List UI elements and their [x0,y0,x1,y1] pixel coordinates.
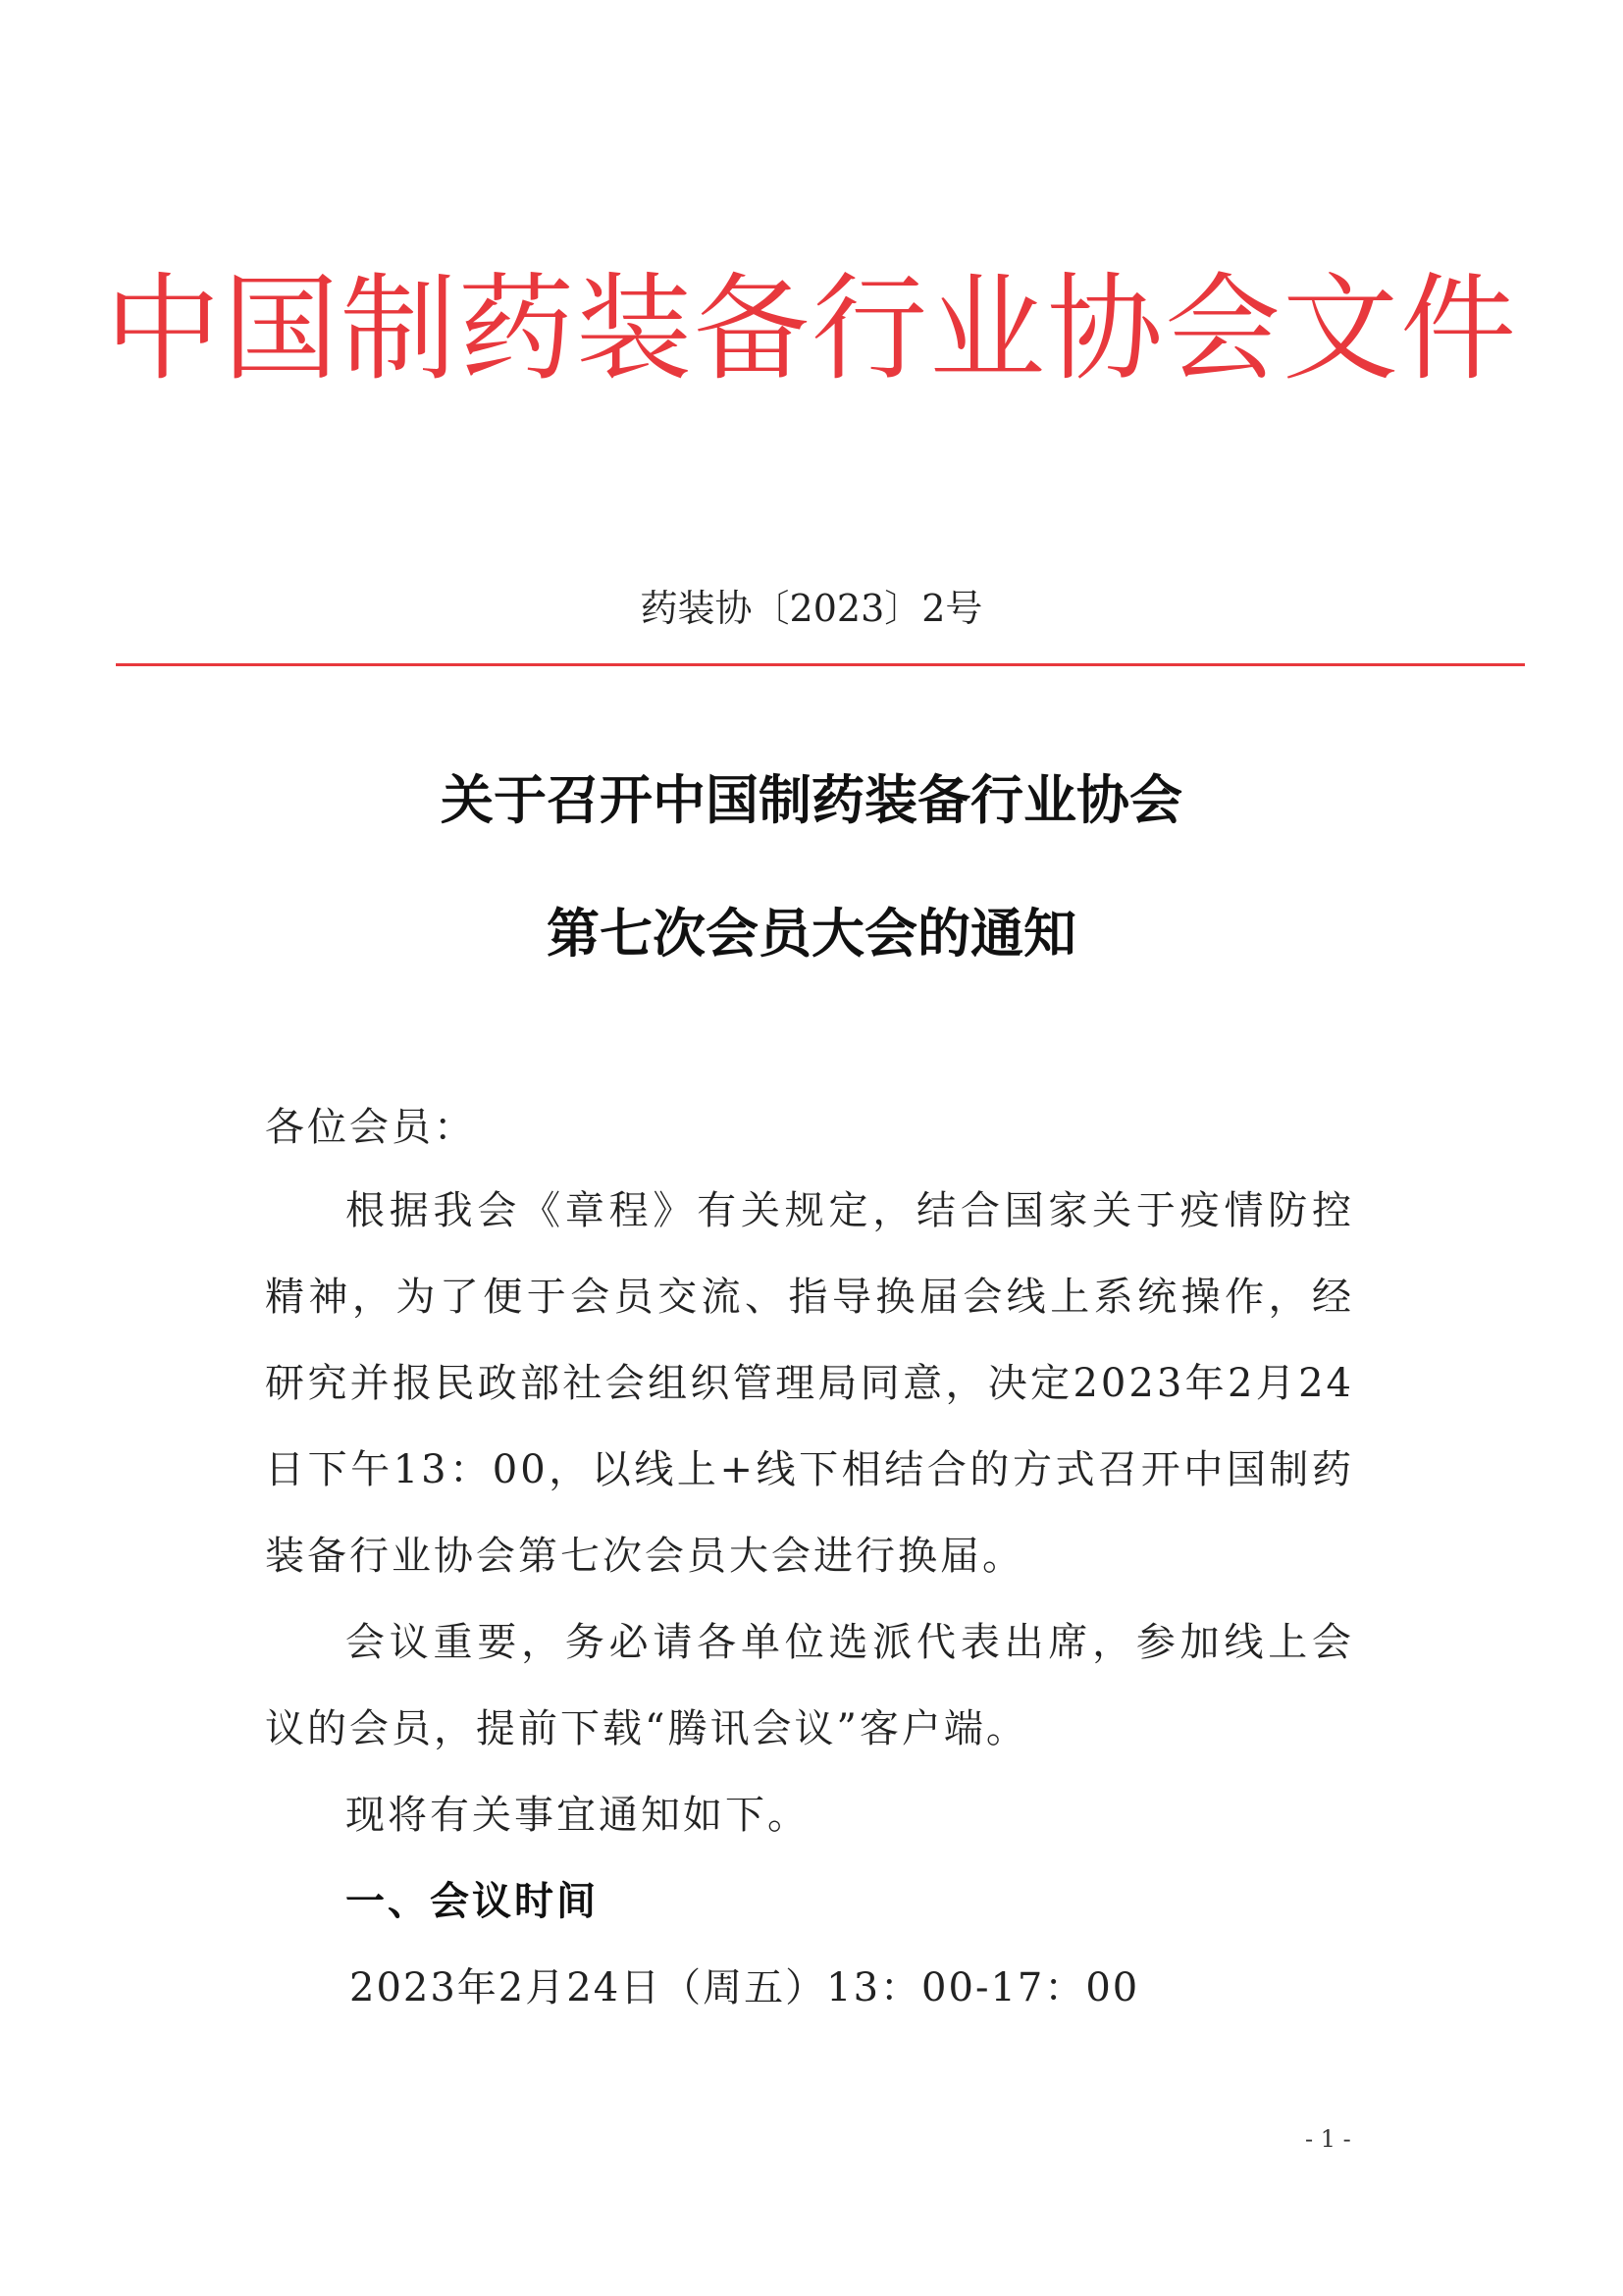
page-number: - 1 - [1305,2125,1351,2153]
red-divider-line [116,663,1525,666]
document-header-title: 中国制药装备行业协会文件 [104,261,1518,396]
paragraph-3: 现将有关事宜通知如下。 [345,1793,810,1838]
paragraph-1: 根据我会《章程》有关规定，结合国家关于疫情防控精神，为了便于会员交流、指导换届会线上系统操作，经研究并报民政部社会组织管理局同意，决定2023年2月24日下午13：00，以线上+线下相结合的方式召开中国制药装备行业协会第七次会员大会进行换届。 [265,1188,1354,1579]
notice-title-line-1: 关于召开中国制药装备行业协会 [441,769,1182,831]
meeting-time-text: 2023年2月24日（周五）13：00-17：00 [349,1965,1140,2010]
salutation: 各位会员： [265,1105,476,1150]
notice-title-line-2: 第七次会员大会的通知 [547,903,1076,965]
document-number: 药装协〔2023〕2号 [640,587,983,630]
paragraph-2: 会议重要，务必请各单位选派代表出席，参加线上会议的会员，提前下载“腾讯会议”客户端。 [265,1620,1354,1751]
section-heading-meeting-time: 一、会议时间 [345,1879,599,1924]
